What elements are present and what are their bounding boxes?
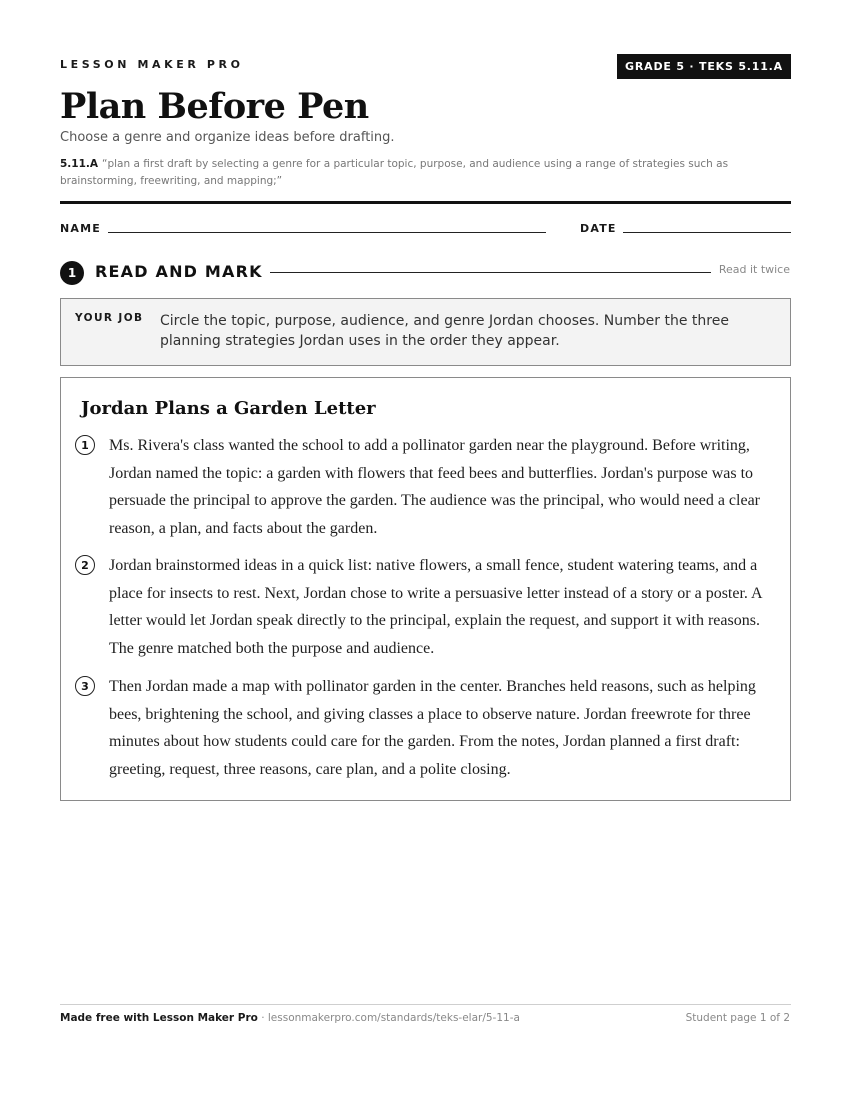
- standard-text: [60, 156, 760, 190]
- footer-made-with: Made free with Lesson Maker Pro: [60, 1012, 258, 1024]
- brand-name: LESSON MAKER PRO: [60, 58, 244, 71]
- footer-url[interactable]: lessonmakerpro.com/standards/teks-elar/5-11-a: [267, 1012, 520, 1024]
- date-field[interactable]: [623, 232, 791, 233]
- section-note: Read it twice: [718, 263, 790, 276]
- name-field[interactable]: [108, 232, 546, 233]
- paragraph-number: 2: [75, 555, 95, 575]
- instructions-label: YOUR JOB: [75, 312, 144, 324]
- instructions-text: Circle the topic, purpose, audience, and genre Jordan chooses. Number the three planning strategies Jordan uses in the order they appear.: [160, 313, 729, 349]
- header-divider: [60, 201, 791, 204]
- section-divider: [270, 272, 711, 273]
- footer-divider: [60, 1004, 791, 1005]
- paragraph-number: 1: [75, 435, 95, 455]
- paragraph-text: Then Jordan made a map with pollinator garden in the center. Branches held reasons, such as helping bees, brightening the school, and giving classes a place to observe nature. Jordan freewrote for three minutes about how students could care for the garden. From the notes, Jordan planned a first draft: greeting, request, three reasons, care plan, and a polite closing.: [109, 678, 756, 778]
- date-label: DATE: [580, 222, 617, 235]
- footer-credit: [60, 1012, 520, 1024]
- paragraph-number: 3: [75, 676, 95, 696]
- section-title: READ AND MARK: [95, 262, 263, 281]
- section-number-badge: 1: [60, 261, 84, 285]
- paragraph-text: Jordan brainstormed ideas in a quick list: native flowers, a small fence, student watering teams, and a place for insects to rest. Next, Jordan chose to write a persuasive letter instead of a story or a poster. A letter would let Jordan speak directly to the principal, explain the request, and support it with reasons. The genre matched both the purpose and audience.: [109, 557, 762, 657]
- reading-passage: [60, 377, 791, 801]
- name-label: NAME: [60, 222, 101, 235]
- footer-page-number: Student page 1 of 2: [685, 1012, 790, 1024]
- passage-title: Jordan Plans a Garden Letter: [81, 398, 376, 419]
- page-subtitle: Choose a genre and organize ideas before drafting.: [60, 130, 395, 145]
- paragraph-text: Ms. Rivera's class wanted the school to add a pollinator garden near the playground. Before writing, Jordan named the topic: a garden with flowers that feed bees and butterflies. Jordan's purpose was to persuade the principal to approve the garden. The audience was the principal, who would need a clear reason, a plan, and facts about the garden.: [109, 437, 760, 537]
- standard-quote: “plan a first draft by selecting a genre for a particular topic, purpose, and audience using a range of strategies such as brainstorming, freewriting, and mapping;”: [60, 158, 729, 187]
- grade-badge: GRADE 5 · TEKS 5.11.A: [617, 54, 791, 79]
- page-title: Plan Before Pen: [60, 86, 369, 127]
- footer-separator: ·: [257, 1012, 268, 1024]
- instructions-box: [60, 298, 791, 366]
- standard-code: 5.11.A: [60, 158, 99, 170]
